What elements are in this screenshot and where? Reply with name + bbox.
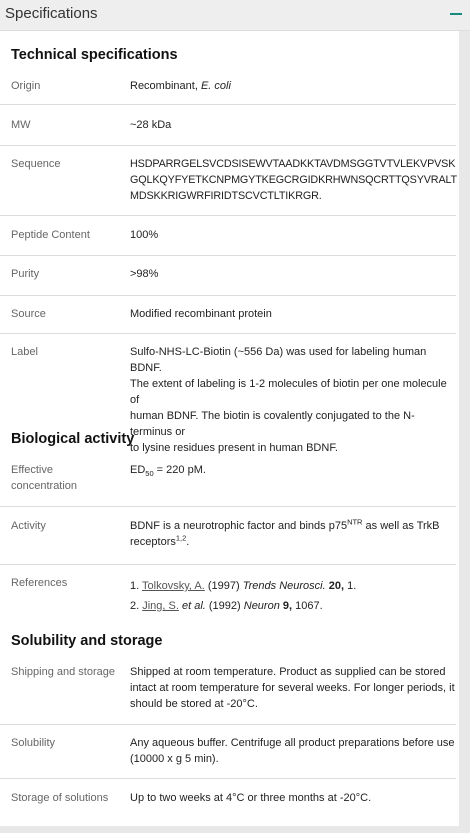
solubility-label: Solubility <box>11 737 56 749</box>
spec-row-storage-solutions <box>0 779 456 825</box>
storage-solutions-label: Storage of solutions <box>11 792 109 804</box>
spec-row-sequence <box>0 146 456 216</box>
purity-value: >98% <box>130 268 159 280</box>
spec-row-activity <box>0 507 456 565</box>
specifications-title: Specifications <box>5 5 98 22</box>
label-label: Label <box>11 346 38 358</box>
reference-item: 1. Tolkovsky, A. (1997) Trends Neurosci. 20, 1. <box>130 580 357 592</box>
spec-row-effective-concentration <box>0 453 456 507</box>
reference-author-link[interactable]: Tolkovsky, A. <box>142 580 205 592</box>
reference-author-link[interactable]: Jing, S. <box>142 600 179 612</box>
origin-label: Origin <box>11 80 41 92</box>
activity-label: Activity <box>11 520 46 532</box>
sequence-value: HSDPARRGELSVCDSISEWVTAADKKTAVDMSGGTVTVLEKVPVSK GQLKQYFYETKCNPMGYTKEGCRGIDKRHWNSQCRTTQSYVRALT MDSKKRIGWRFIRIDTSCVCTLTIKRGR. <box>130 158 457 202</box>
reference-item: 2. Jing, S. et al. (1992) Neuron 9, 1067. <box>130 600 323 612</box>
solubility-storage-heading: Solubility and storage <box>11 633 163 649</box>
effective-concentration-value: $ED_{50} = 220$ pM. <box>130 464 206 479</box>
specifications-panel <box>0 31 459 826</box>
source-label: Source <box>11 308 46 320</box>
storage-solutions-value: Up to two weeks at 4°C or three months at -20°C. <box>130 792 372 804</box>
spec-row-mw <box>0 105 456 146</box>
shipping-value: Shipped at room temperature. Product as supplied can be stored intact at room temperature for several weeks. For longer periods, it should be stored at -20°C. <box>130 666 455 710</box>
mw-label: MW <box>11 119 31 131</box>
spec-row-shipping <box>0 655 456 725</box>
solubility-value: Any aqueous buffer. Centrifuge all product preparations before use (10000 x g 5 min). <box>130 737 455 765</box>
organism-name: E. coli <box>200 80 231 92</box>
peptide-content-label: Peptide Content <box>11 229 90 241</box>
activity-value: BDNF is a neurotrophic factor and binds $p75^{NTR}$ as well as TrkB receptors$^{1,2}$. <box>130 517 440 548</box>
biological-activity-heading: Biological activity <box>11 431 135 447</box>
mw-value: ~28 kDa <box>130 119 172 131</box>
references-label: References <box>11 577 68 589</box>
source-value: Modified recombinant protein <box>130 308 272 320</box>
specifications-header[interactable] <box>0 0 470 31</box>
spec-row-source <box>0 296 456 334</box>
collapse-icon[interactable] <box>448 6 464 22</box>
effective-concentration-label: Effective concentration <box>11 464 78 492</box>
label-value: Sulfo-NHS-LC-Biotin (~556 Da) was used for labeling human BDNF. The extent of labeling is 1-2 molecules of biotin per one molecule of human BDNF. The biotin is covalently conjugated to the N-terminus or to lysine residues present in human BDNF. <box>130 346 447 454</box>
shipping-label: Shipping and storage <box>11 666 115 678</box>
spec-row-solubility <box>0 725 456 779</box>
peptide-content-value: 100% <box>130 229 159 241</box>
origin-value: Recombinant, E. coli <box>130 80 231 92</box>
references-list <box>130 576 456 616</box>
spec-row-peptide-content <box>0 216 456 256</box>
purity-label: Purity <box>11 268 40 280</box>
sequence-label: Sequence <box>11 158 61 170</box>
spec-row-origin <box>0 69 456 105</box>
technical-specifications-heading: Technical specifications <box>11 47 178 63</box>
spec-row-purity <box>0 256 456 296</box>
